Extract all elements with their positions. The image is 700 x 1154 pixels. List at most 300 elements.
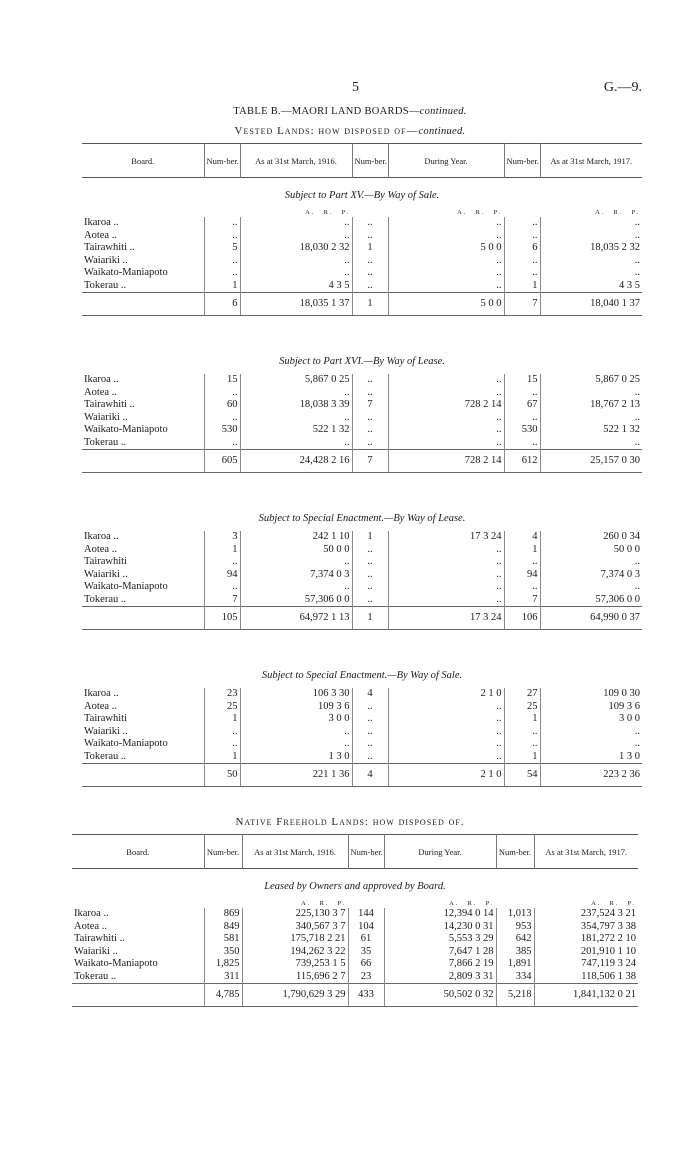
table-title-continued: continued. xyxy=(419,106,467,117)
area-during-year: 14,230 0 31 xyxy=(384,921,496,934)
col-header-number-1917: Num-ber. xyxy=(496,835,534,869)
area-1917: 5,867 0 25 xyxy=(540,374,642,387)
number-1917: .. xyxy=(504,255,540,268)
number-1916: 350 xyxy=(204,946,242,959)
total-number-during-year: 1 xyxy=(352,293,388,316)
total-number-during-year: 4 xyxy=(352,764,388,787)
number-1917: 1,013 xyxy=(496,908,534,921)
col-header-as-at-1917: As at 31st March, 1917. xyxy=(540,144,642,178)
area-1917: .. xyxy=(540,726,642,739)
units-label xyxy=(384,899,496,908)
number-during-year: .. xyxy=(352,217,388,230)
table-row xyxy=(82,531,642,544)
board-name: Waiariki .. xyxy=(84,411,128,423)
number-1916: 1 xyxy=(204,751,240,764)
total-area-1917: 223 2 36 xyxy=(540,764,642,787)
board-name: Tokerau .. xyxy=(84,750,127,762)
section-subtitle: Subject to Part XV.—By Way of Sale. xyxy=(284,189,440,201)
number-during-year: 4 xyxy=(352,688,388,701)
gap-cell xyxy=(82,473,642,502)
table-row xyxy=(82,581,642,594)
area-1917: 747,119 3 24 xyxy=(534,958,638,971)
area-1916: 106 3 30 xyxy=(240,688,352,701)
units-label xyxy=(540,208,642,217)
number-during-year: .. xyxy=(352,374,388,387)
number-1916: .. xyxy=(204,255,240,268)
number-1917: 94 xyxy=(504,569,540,582)
area-1917: 57,306 0 0 xyxy=(540,594,642,607)
board-name: Aotea .. xyxy=(84,229,117,241)
board-name: Tairawhiti xyxy=(84,713,127,724)
table-row xyxy=(82,556,642,569)
col-header-number-1916: Num-ber. xyxy=(204,144,240,178)
number-during-year: 35 xyxy=(348,946,384,959)
area-during-year: .. xyxy=(388,374,504,387)
number-during-year: .. xyxy=(352,738,388,751)
area-1917: 354,797 3 38 xyxy=(534,921,638,934)
area-1916: 225,130 3 7 xyxy=(242,908,348,921)
unit-abbreviation: R. xyxy=(467,900,478,907)
table-row xyxy=(82,713,642,726)
board-name: Aotea .. xyxy=(84,543,117,555)
area-1916: 5,867 0 25 xyxy=(240,374,352,387)
col-header-board: Board. xyxy=(126,846,150,857)
number-during-year: .. xyxy=(352,424,388,437)
number-during-year: .. xyxy=(352,437,388,450)
table-row xyxy=(82,255,642,268)
number-during-year: .. xyxy=(352,556,388,569)
number-1917: 27 xyxy=(504,688,540,701)
area-1917: 181,272 2 10 xyxy=(534,933,638,946)
table-row xyxy=(72,958,638,971)
area-1916: 3 0 0 xyxy=(240,713,352,726)
area-1916: 57,306 0 0 xyxy=(240,594,352,607)
number-1916: 1 xyxy=(204,544,240,557)
area-during-year: .. xyxy=(388,751,504,764)
table-row xyxy=(82,594,642,607)
unit-abbreviation: R. xyxy=(323,209,334,216)
area-during-year: .. xyxy=(388,726,504,739)
board-name: Tokerau .. xyxy=(84,593,127,605)
area-1916: 7,374 0 3 xyxy=(240,569,352,582)
board-name: Tairawhiti .. xyxy=(74,933,125,944)
total-label-blank xyxy=(82,293,204,316)
board-name: Waikato-Maniapoto xyxy=(84,267,168,278)
area-1916: 1 3 0 xyxy=(240,751,352,764)
area-1917: .. xyxy=(540,412,642,425)
area-1917: 118,506 1 38 xyxy=(534,971,638,984)
board-name: Waiariki .. xyxy=(84,568,128,580)
gap-cell xyxy=(82,316,642,345)
total-label-blank xyxy=(72,984,204,1007)
number-1916: 5 xyxy=(204,242,240,255)
unit-abbreviation: P. xyxy=(337,900,346,907)
area-during-year: .. xyxy=(388,569,504,582)
number-during-year: 66 xyxy=(348,958,384,971)
number-1916: 1,825 xyxy=(204,958,242,971)
total-area-1916: 64,972 1 13 xyxy=(240,607,352,630)
number-1917: 1 xyxy=(504,713,540,726)
board-name: Aotea .. xyxy=(74,920,107,932)
area-during-year: .. xyxy=(388,437,504,450)
col-header-during-year: During Year. xyxy=(384,835,496,869)
unit-abbreviation: R. xyxy=(609,900,620,907)
number-1917: 385 xyxy=(496,946,534,959)
native-freehold-title xyxy=(0,816,700,828)
table-title xyxy=(0,106,700,117)
section-subtitle-row xyxy=(82,658,642,688)
number-1917: 953 xyxy=(496,921,534,934)
number-1917: .. xyxy=(504,556,540,569)
number-1917: 6 xyxy=(504,242,540,255)
area-1916: .. xyxy=(240,556,352,569)
section-subtitle: Leased by Owners and approved by Board. xyxy=(264,880,446,892)
document-reference: G.—9. xyxy=(603,80,642,95)
area-during-year: 2,809 3 31 xyxy=(384,971,496,984)
area-during-year: .. xyxy=(388,581,504,594)
number-1917: 4 xyxy=(504,531,540,544)
number-1916: 94 xyxy=(204,569,240,582)
units-spacer xyxy=(504,208,540,217)
units-label xyxy=(240,208,352,217)
total-label-blank xyxy=(82,450,204,473)
section-gap xyxy=(82,473,642,502)
native-freehold-title-text: Native Freehold Lands: how disposed of. xyxy=(235,816,465,828)
number-1916: .. xyxy=(204,267,240,280)
number-during-year: .. xyxy=(352,280,388,293)
number-1916: .. xyxy=(204,412,240,425)
table-row xyxy=(82,242,642,255)
total-number-1917: 5,218 xyxy=(496,984,534,1007)
area-1917: .. xyxy=(540,387,642,400)
number-during-year: 23 xyxy=(348,971,384,984)
number-1917: 67 xyxy=(504,399,540,412)
number-1917: 1 xyxy=(504,280,540,293)
table-row xyxy=(82,544,642,557)
area-1916: 50 0 0 xyxy=(240,544,352,557)
area-during-year: .. xyxy=(388,594,504,607)
col-header-number-year: Num-ber. xyxy=(352,144,388,178)
area-1916: 18,030 2 32 xyxy=(240,242,352,255)
total-area-1916: 24,428 2 16 xyxy=(240,450,352,473)
units-spacer xyxy=(72,899,204,908)
table-row xyxy=(82,399,642,412)
area-during-year: 2 1 0 xyxy=(388,688,504,701)
area-during-year: 12,394 0 14 xyxy=(384,908,496,921)
units-spacer xyxy=(348,899,384,908)
number-during-year: .. xyxy=(352,412,388,425)
board-name: Waikato-Maniapoto xyxy=(84,738,168,749)
number-1917: 1 xyxy=(504,544,540,557)
area-during-year: .. xyxy=(388,280,504,293)
number-during-year: .. xyxy=(352,255,388,268)
unit-abbreviation: P. xyxy=(341,209,350,216)
number-during-year: .. xyxy=(352,581,388,594)
area-1917: .. xyxy=(540,267,642,280)
vested-lands-table xyxy=(82,143,642,787)
area-1916: .. xyxy=(240,437,352,450)
unit-abbreviation: A. xyxy=(457,209,468,216)
area-1917: .. xyxy=(540,255,642,268)
total-number-1917: 7 xyxy=(504,293,540,316)
area-during-year: 17 3 24 xyxy=(388,531,504,544)
number-during-year: 1 xyxy=(352,242,388,255)
area-1916: 522 1 32 xyxy=(240,424,352,437)
units-spacer xyxy=(352,208,388,217)
board-name: Tairawhiti xyxy=(84,556,127,567)
table-title-main: TABLE B.—MAORI LAND BOARDS— xyxy=(233,106,420,117)
total-area-1916: 18,035 1 37 xyxy=(240,293,352,316)
number-1917: .. xyxy=(504,217,540,230)
area-during-year: .. xyxy=(388,738,504,751)
number-during-year: .. xyxy=(352,230,388,243)
area-1917: .. xyxy=(540,738,642,751)
number-1916: .. xyxy=(204,726,240,739)
section-subtitle: Subject to Part XVI.—By Way of Lease. xyxy=(279,355,445,367)
area-1916: .. xyxy=(240,738,352,751)
total-area-1916: 1,790,629 3 29 xyxy=(242,984,348,1007)
board-name: Waiariki .. xyxy=(84,254,128,266)
table-row xyxy=(72,971,638,984)
total-area-during-year: 17 3 24 xyxy=(388,607,504,630)
number-1917: 15 xyxy=(504,374,540,387)
total-area-during-year: 2 1 0 xyxy=(388,764,504,787)
board-name: Ikaroa .. xyxy=(84,531,119,542)
area-during-year: .. xyxy=(388,424,504,437)
number-during-year: 144 xyxy=(348,908,384,921)
number-1916: 7 xyxy=(204,594,240,607)
table-row xyxy=(72,946,638,959)
area-1917: 1 3 0 xyxy=(540,751,642,764)
number-during-year: 104 xyxy=(348,921,384,934)
area-1917: .. xyxy=(540,230,642,243)
area-1917: .. xyxy=(540,581,642,594)
area-1916: .. xyxy=(240,412,352,425)
area-1916: .. xyxy=(240,726,352,739)
unit-abbreviation: P. xyxy=(627,900,636,907)
number-1917: 1 xyxy=(504,751,540,764)
number-1916: .. xyxy=(204,387,240,400)
area-during-year: 5 0 0 xyxy=(388,242,504,255)
units-row xyxy=(72,899,638,908)
number-1917: .. xyxy=(504,581,540,594)
total-label-blank xyxy=(82,607,204,630)
board-name: Waikato-Maniapoto xyxy=(74,958,158,969)
number-1917: .. xyxy=(504,230,540,243)
area-1917: 260 0 34 xyxy=(540,531,642,544)
number-during-year: .. xyxy=(352,751,388,764)
number-1917: 7 xyxy=(504,594,540,607)
table-row xyxy=(82,738,642,751)
board-name: Tairawhiti .. xyxy=(84,399,135,410)
units-label xyxy=(242,899,348,908)
number-1916: .. xyxy=(204,437,240,450)
area-1916: .. xyxy=(240,217,352,230)
board-name: Tairawhiti .. xyxy=(84,242,135,253)
total-number-1916: 50 xyxy=(204,764,240,787)
table-row xyxy=(82,751,642,764)
area-1917: 201,910 1 10 xyxy=(534,946,638,959)
area-during-year: .. xyxy=(388,387,504,400)
number-during-year: .. xyxy=(352,594,388,607)
section-subtitle-row xyxy=(82,501,642,531)
table-row xyxy=(82,217,642,230)
area-1916: 194,262 3 22 xyxy=(242,946,348,959)
units-label xyxy=(534,899,638,908)
number-1917: 334 xyxy=(496,971,534,984)
area-1917: .. xyxy=(540,556,642,569)
board-name: Tokerau .. xyxy=(84,279,127,291)
total-number-1916: 6 xyxy=(204,293,240,316)
table-row xyxy=(82,726,642,739)
area-during-year: .. xyxy=(388,701,504,714)
unit-abbreviation: R. xyxy=(613,209,624,216)
area-1916: .. xyxy=(240,581,352,594)
area-1917: 109 0 30 xyxy=(540,688,642,701)
board-name: Waiariki .. xyxy=(74,945,118,957)
area-during-year: 728 2 14 xyxy=(388,399,504,412)
number-1916: 15 xyxy=(204,374,240,387)
unit-abbreviation: R. xyxy=(475,209,486,216)
total-number-1917: 106 xyxy=(504,607,540,630)
total-area-1916: 221 1 36 xyxy=(240,764,352,787)
number-1917: 642 xyxy=(496,933,534,946)
total-row xyxy=(72,984,638,1007)
number-1916: .. xyxy=(204,581,240,594)
area-1916: 340,567 3 7 xyxy=(242,921,348,934)
area-1916: 175,718 2 21 xyxy=(242,933,348,946)
total-area-1917: 18,040 1 37 xyxy=(540,293,642,316)
unit-abbreviation: A. xyxy=(595,209,606,216)
board-name: Ikaroa .. xyxy=(74,908,109,919)
table-row xyxy=(82,267,642,280)
area-1917: 7,374 0 3 xyxy=(540,569,642,582)
units-spacer xyxy=(204,899,242,908)
number-1916: .. xyxy=(204,738,240,751)
section-subtitle: Subject to Special Enactment.—By Way of Sale. xyxy=(261,669,463,681)
area-during-year: .. xyxy=(388,412,504,425)
board-name: Aotea .. xyxy=(84,700,117,712)
table-row xyxy=(72,933,638,946)
board-name: Waiariki .. xyxy=(84,725,128,737)
area-1916: .. xyxy=(240,255,352,268)
area-during-year: .. xyxy=(388,267,504,280)
number-1916: .. xyxy=(204,217,240,230)
page-number: 5 xyxy=(352,80,359,95)
vested-lands-title-text: Vested Lands: how disposed of— xyxy=(234,125,419,137)
unit-abbreviation: A. xyxy=(449,900,460,907)
total-row xyxy=(82,607,642,630)
total-number-during-year: 433 xyxy=(348,984,384,1007)
number-during-year: .. xyxy=(352,544,388,557)
table-row xyxy=(82,688,642,701)
area-1916: .. xyxy=(240,230,352,243)
col-header-as-at-1916: As at 31st March, 1916. xyxy=(240,144,352,178)
col-header-as-at-1917: As at 31st March, 1917. xyxy=(534,835,638,869)
area-1917: 237,524 3 21 xyxy=(534,908,638,921)
total-area-1917: 25,157 0 30 xyxy=(540,450,642,473)
section-subtitle-row xyxy=(82,178,642,209)
number-during-year: 1 xyxy=(352,531,388,544)
number-1916: 311 xyxy=(204,971,242,984)
board-name: Tokerau .. xyxy=(74,970,117,982)
total-row xyxy=(82,293,642,316)
number-during-year: 61 xyxy=(348,933,384,946)
board-name: Ikaroa .. xyxy=(84,374,119,385)
table-row xyxy=(72,921,638,934)
col-header-number-1916: Num-ber. xyxy=(204,835,242,869)
area-during-year: .. xyxy=(388,255,504,268)
area-1917: .. xyxy=(540,437,642,450)
table-row xyxy=(82,230,642,243)
table-row xyxy=(82,412,642,425)
number-1917: 1,891 xyxy=(496,958,534,971)
number-1916: .. xyxy=(204,556,240,569)
number-1916: 581 xyxy=(204,933,242,946)
board-name: Ikaroa .. xyxy=(84,688,119,699)
number-1916: 3 xyxy=(204,531,240,544)
area-1916: 4 3 5 xyxy=(240,280,352,293)
total-number-1917: 54 xyxy=(504,764,540,787)
board-name: Waikato-Maniapoto xyxy=(84,581,168,592)
board-name: Ikaroa .. xyxy=(84,217,119,228)
number-1916: .. xyxy=(204,230,240,243)
unit-abbreviation: A. xyxy=(305,209,316,216)
col-header-during-year: During Year. xyxy=(388,144,504,178)
vested-lands-title xyxy=(0,125,700,137)
number-1917: 25 xyxy=(504,701,540,714)
units-spacer xyxy=(204,208,240,217)
total-number-1916: 605 xyxy=(204,450,240,473)
table-row xyxy=(72,908,638,921)
table-row xyxy=(82,437,642,450)
total-area-1917: 64,990 0 37 xyxy=(540,607,642,630)
total-number-during-year: 1 xyxy=(352,607,388,630)
col-header-as-at-1916: As at 31st March, 1916. xyxy=(242,835,348,869)
number-1917: .. xyxy=(504,387,540,400)
area-1917: 50 0 0 xyxy=(540,544,642,557)
units-spacer xyxy=(496,899,534,908)
area-1916: 109 3 6 xyxy=(240,701,352,714)
unit-abbreviation: P. xyxy=(631,209,640,216)
total-number-1917: 612 xyxy=(504,450,540,473)
number-1917: .. xyxy=(504,738,540,751)
area-1917: 18,035 2 32 xyxy=(540,242,642,255)
native-freehold-table xyxy=(72,834,638,1007)
unit-abbreviation: R. xyxy=(319,900,330,907)
section-gap xyxy=(82,630,642,659)
board-name: Tokerau .. xyxy=(84,436,127,448)
area-1917: 109 3 6 xyxy=(540,701,642,714)
total-row xyxy=(82,450,642,473)
gap-cell xyxy=(82,630,642,659)
area-1916: 242 1 10 xyxy=(240,531,352,544)
total-number-during-year: 7 xyxy=(352,450,388,473)
section-gap xyxy=(82,316,642,345)
total-area-during-year: 50,502 0 32 xyxy=(384,984,496,1007)
area-1917: .. xyxy=(540,217,642,230)
vested-table-header xyxy=(82,144,642,178)
area-1917: 4 3 5 xyxy=(540,280,642,293)
area-during-year: .. xyxy=(388,713,504,726)
table-row xyxy=(82,280,642,293)
section-subtitle-row xyxy=(82,344,642,374)
total-area-during-year: 728 2 14 xyxy=(388,450,504,473)
native-table-header xyxy=(72,835,638,869)
number-1916: 60 xyxy=(204,399,240,412)
number-1916: 25 xyxy=(204,701,240,714)
number-1917: .. xyxy=(504,726,540,739)
